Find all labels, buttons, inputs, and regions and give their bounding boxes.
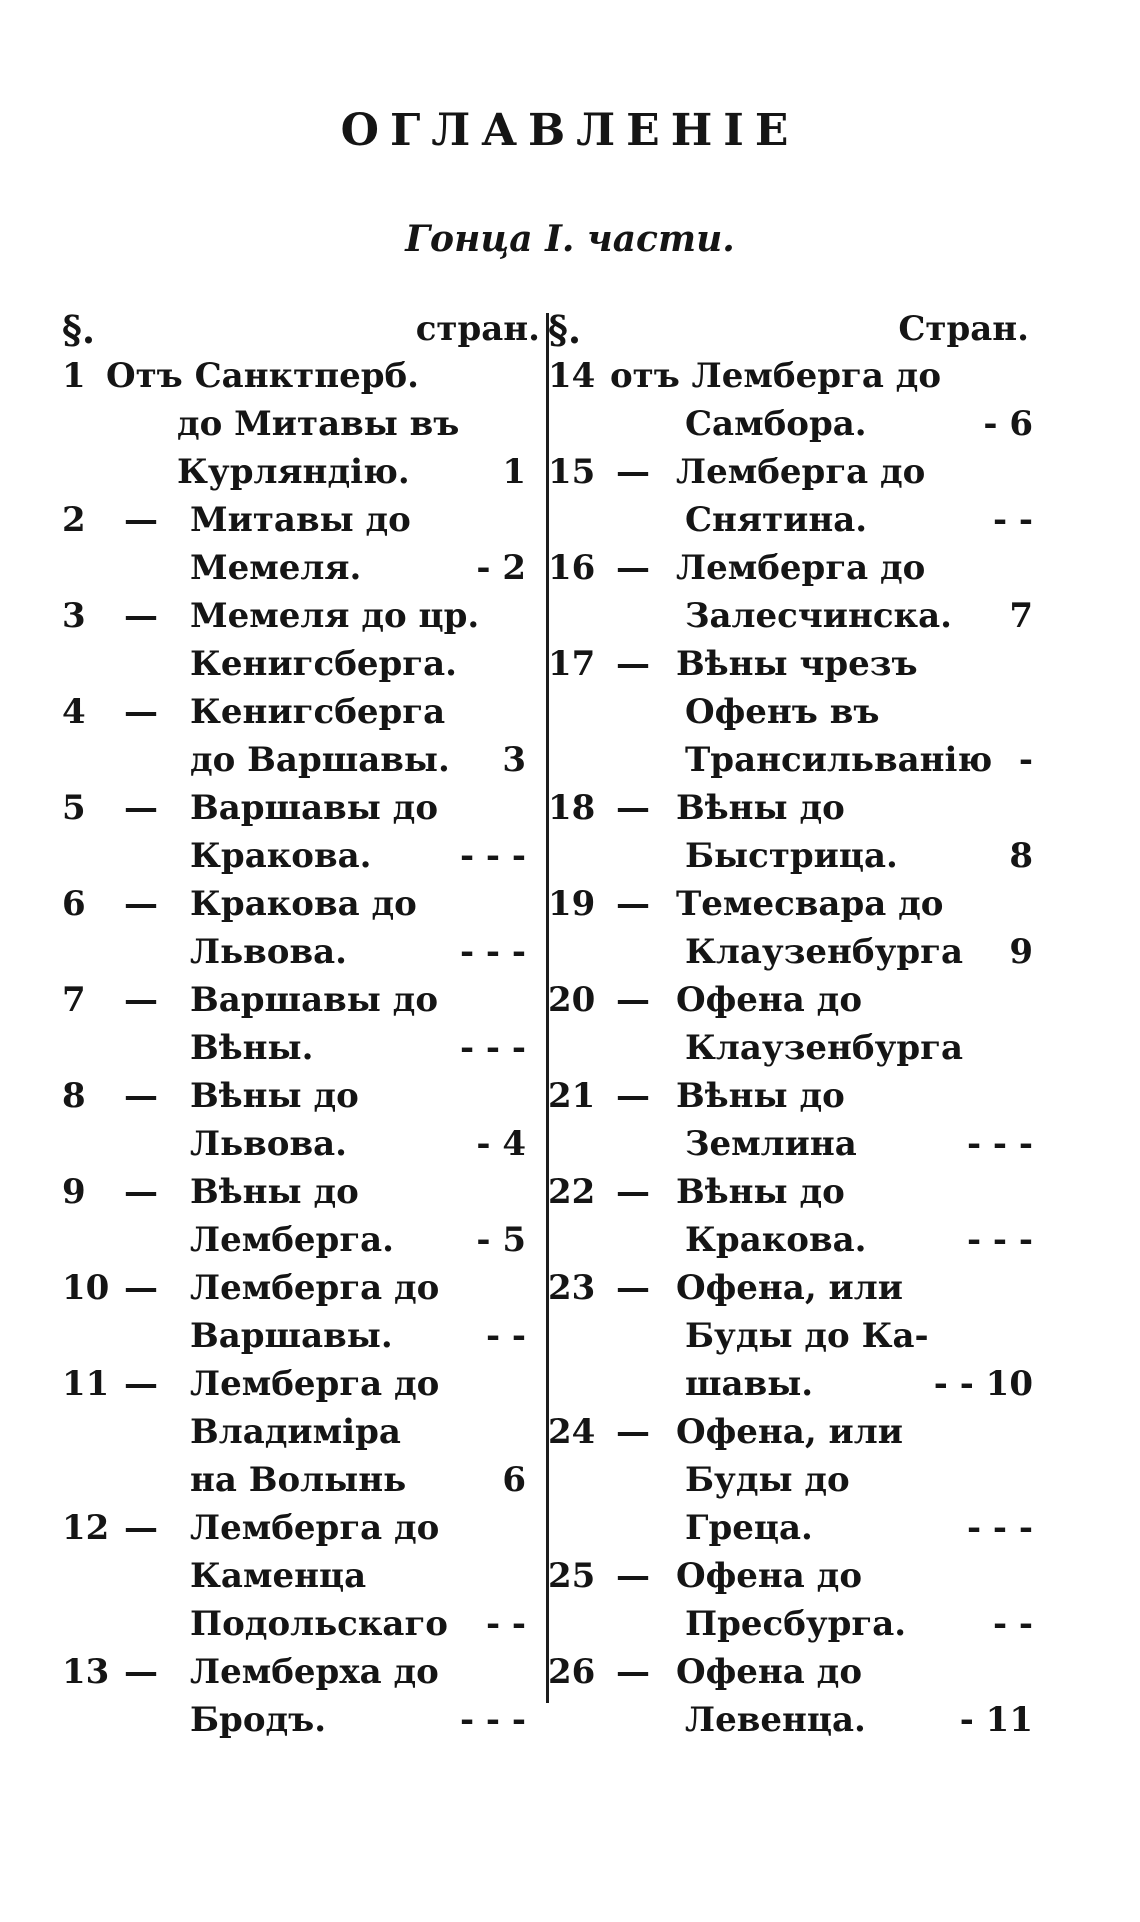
toc-entry: [548, 1408, 1033, 1552]
ditto-dash: —: [616, 644, 650, 684]
page-number: - 2: [476, 548, 526, 588]
toc-entry-line: [548, 1648, 1033, 1696]
ditto-dash: —: [616, 1172, 650, 1212]
page-number: 6: [502, 1460, 526, 1500]
route-text: Снятина.: [685, 500, 868, 540]
route-text: Кракова.: [190, 836, 372, 876]
section-number: 24: [548, 1412, 596, 1452]
route-text: Каменца: [190, 1556, 367, 1596]
toc-entry-line: [62, 1312, 540, 1360]
section-number: 25: [548, 1556, 596, 1596]
page-number: 9: [1009, 932, 1033, 972]
ditto-dash: —: [616, 1556, 650, 1596]
toc-entry: [548, 352, 1033, 448]
column-header: [548, 305, 1033, 352]
route-text: Трансильванію: [685, 740, 993, 780]
page-number: - - -: [459, 1700, 526, 1740]
section-number: 6: [62, 884, 86, 924]
ditto-dash: —: [124, 1652, 158, 1692]
page-number: - - -: [459, 836, 526, 876]
section-number: 5: [62, 788, 86, 828]
section-number: 4: [62, 692, 86, 732]
route-text: Быстрица.: [685, 836, 898, 876]
toc-entry: [548, 640, 1033, 784]
toc-entry-line: [62, 976, 540, 1024]
ditto-dash: —: [616, 884, 650, 924]
toc-entry-line: [548, 1264, 1033, 1312]
toc-entry: [548, 1552, 1033, 1648]
ditto-dash: —: [616, 548, 650, 588]
route-text: Офенъ въ: [685, 692, 880, 732]
page-number: -: [1018, 740, 1033, 780]
route-text: Подольскаго: [190, 1604, 448, 1644]
ditto-dash: —: [124, 692, 158, 732]
toc-entry-line: [62, 1216, 540, 1264]
toc-entry: [62, 784, 540, 880]
route-text: Офена до: [676, 980, 863, 1020]
page-number: 1: [502, 452, 526, 492]
route-text: Варшавы.: [190, 1316, 393, 1356]
section-number: 8: [62, 1076, 86, 1116]
toc-entry-line: [548, 1456, 1033, 1504]
page-number: - - -: [966, 1508, 1033, 1548]
section-number: 7: [62, 980, 86, 1020]
toc-entry-line: [548, 928, 1033, 976]
section-number: 26: [548, 1652, 596, 1692]
section-number: 10: [62, 1268, 110, 1308]
route-text: Самбора.: [685, 404, 867, 444]
toc-entry-line: [548, 1504, 1033, 1552]
ditto-dash: —: [124, 1172, 158, 1212]
route-text: Лемберга до: [190, 1268, 440, 1308]
ditto-dash: —: [616, 788, 650, 828]
toc-entry-line: [548, 1168, 1033, 1216]
route-text: Вѣны до: [676, 788, 845, 828]
ditto-dash: —: [124, 980, 158, 1020]
route-text: Вѣны до: [190, 1076, 359, 1116]
toc-entry-line: [62, 1504, 540, 1552]
toc-entry-line: [548, 1408, 1033, 1456]
route-text: Львова.: [190, 1124, 347, 1164]
toc-entry-line: [62, 496, 540, 544]
route-text: Клаузенбурга: [685, 932, 963, 972]
section-symbol: §.: [548, 307, 582, 352]
toc-column-right: [548, 305, 1033, 1744]
toc-entries-right: [548, 352, 1033, 1744]
page-number: - 4: [476, 1124, 526, 1164]
toc-entry-line: [548, 496, 1033, 544]
ditto-dash: —: [124, 1268, 158, 1308]
toc-entry: [548, 976, 1033, 1072]
toc-entry-line: [548, 688, 1033, 736]
section-number: 22: [548, 1172, 596, 1212]
section-number: 3: [62, 596, 86, 636]
ditto-dash: —: [616, 980, 650, 1020]
route-text: Бродъ.: [190, 1700, 327, 1740]
toc-entry-line: [548, 1024, 1033, 1072]
route-text: Темесвара до: [676, 884, 944, 924]
toc-entry: [548, 1648, 1033, 1744]
ditto-dash: —: [124, 1508, 158, 1548]
toc-entry: [62, 688, 540, 784]
route-text: Владиміра: [190, 1412, 401, 1452]
toc-entry: [62, 592, 540, 688]
toc-entry: [548, 448, 1033, 544]
toc-entry-line: [62, 1408, 540, 1456]
route-text: Лемберха до: [190, 1652, 439, 1692]
toc-entries-left: [62, 352, 540, 1744]
toc-entry-line: [62, 1024, 540, 1072]
ditto-dash: —: [124, 884, 158, 924]
section-number: 14: [548, 356, 596, 396]
toc-entry-line: [62, 400, 540, 448]
route-text: отъ Лемберга до: [610, 356, 942, 396]
toc-entry-line: [548, 1696, 1033, 1744]
route-text: Греца.: [685, 1508, 813, 1548]
ditto-dash: —: [616, 452, 650, 492]
section-number: 16: [548, 548, 596, 588]
section-number: 18: [548, 788, 596, 828]
route-text: Вѣны.: [190, 1028, 314, 1068]
route-text: Буды до Ка-: [685, 1316, 929, 1356]
toc-entry-line: [548, 1072, 1033, 1120]
toc-entry-line: [62, 640, 540, 688]
route-text: Кракова.: [685, 1220, 867, 1260]
route-text: шавы.: [685, 1364, 814, 1404]
route-text: Львова.: [190, 932, 347, 972]
route-text: Кракова до: [190, 884, 417, 924]
toc-entry-line: [62, 832, 540, 880]
toc-entry-line: [548, 544, 1033, 592]
route-text: до Варшавы.: [190, 740, 450, 780]
toc-entry-line: [548, 784, 1033, 832]
toc-entry: [62, 1264, 540, 1360]
toc-entry-line: [62, 592, 540, 640]
section-number: 12: [62, 1508, 110, 1548]
toc-entry-line: [62, 1264, 540, 1312]
page-number: - - -: [966, 1220, 1033, 1260]
route-text: Левенца.: [685, 1700, 866, 1740]
ditto-dash: —: [124, 596, 158, 636]
toc-entry-line: [548, 1120, 1033, 1168]
route-text: Офена до: [676, 1652, 863, 1692]
toc-entry: [548, 1264, 1033, 1408]
route-text: Лемберга до: [676, 548, 926, 588]
route-text: Курляндію.: [177, 452, 410, 492]
page-number: - 6: [983, 404, 1033, 444]
toc-entry-line: [62, 544, 540, 592]
page-number: 3: [502, 740, 526, 780]
page-number: - -: [992, 500, 1033, 540]
ditto-dash: —: [616, 1412, 650, 1452]
toc-entry-line: [548, 1312, 1033, 1360]
toc-entry-line: [548, 736, 1033, 784]
page-title: ОГЛАВЛЕНІЕ: [340, 105, 800, 156]
ditto-dash: —: [124, 500, 158, 540]
toc-entry-line: [62, 1648, 540, 1696]
ditto-dash: —: [124, 788, 158, 828]
page-subtitle: Гонца I. части.: [405, 218, 735, 260]
toc-entry-line: [62, 1696, 540, 1744]
section-number: 21: [548, 1076, 596, 1116]
toc-entry-line: [62, 352, 540, 400]
toc-entry-line: [548, 1216, 1033, 1264]
toc-entry: [62, 1504, 540, 1648]
toc-entry-line: [62, 448, 540, 496]
section-symbol: §.: [62, 307, 96, 352]
toc-entry-line: [62, 784, 540, 832]
toc-entry-line: [62, 1360, 540, 1408]
toc-entry: [62, 1360, 540, 1504]
route-text: на Волынь: [190, 1460, 407, 1500]
toc-entry: [62, 1072, 540, 1168]
ditto-dash: —: [124, 1076, 158, 1116]
route-text: Клаузенбурга: [685, 1028, 963, 1068]
section-number: 11: [62, 1364, 110, 1404]
section-number: 1: [62, 356, 86, 396]
section-number: 19: [548, 884, 596, 924]
toc-entry-line: [62, 1168, 540, 1216]
route-text: Лемберга.: [190, 1220, 395, 1260]
page-number: - -: [485, 1316, 526, 1356]
route-text: Кенигсберга.: [190, 644, 457, 684]
route-text: Офена, или: [676, 1268, 903, 1308]
route-text: Варшавы до: [190, 980, 438, 1020]
toc-entry-line: [62, 880, 540, 928]
section-number: 20: [548, 980, 596, 1020]
toc-entry-line: [62, 1600, 540, 1648]
route-text: Митавы до: [190, 500, 411, 540]
route-text: Офена, или: [676, 1412, 903, 1452]
toc-entry: [548, 544, 1033, 640]
route-text: Вѣны до: [676, 1172, 845, 1212]
page-number: - - -: [966, 1124, 1033, 1164]
toc-entry-line: [62, 1552, 540, 1600]
route-text: Отъ Санктперб.: [106, 356, 420, 396]
route-text: Офена до: [676, 1556, 863, 1596]
toc-entry-line: [62, 1456, 540, 1504]
page-number: - - -: [459, 932, 526, 972]
route-text: Вѣны до: [676, 1076, 845, 1116]
route-text: Кенигсберга: [190, 692, 446, 732]
toc-entry: [62, 976, 540, 1072]
page-number: - 11: [959, 1700, 1033, 1740]
page-number: 7: [1009, 596, 1033, 636]
route-text: Буды до: [685, 1460, 850, 1500]
toc-entry-line: [548, 976, 1033, 1024]
route-text: Пресбурга.: [685, 1604, 907, 1644]
section-number: 15: [548, 452, 596, 492]
toc-entry: [548, 880, 1033, 976]
toc-entry-line: [548, 1600, 1033, 1648]
ditto-dash: —: [124, 1364, 158, 1404]
route-text: Вѣны до: [190, 1172, 359, 1212]
ditto-dash: —: [616, 1076, 650, 1116]
toc-entry: [548, 1072, 1033, 1168]
route-text: Варшавы до: [190, 788, 438, 828]
toc-entry-line: [548, 352, 1033, 400]
page-number: - - 10: [933, 1364, 1033, 1404]
route-text: Мемеля.: [190, 548, 362, 588]
route-text: Лемберга до: [190, 1508, 440, 1548]
toc-entry: [548, 1168, 1033, 1264]
toc-entry-line: [62, 1072, 540, 1120]
toc-entry: [62, 1168, 540, 1264]
toc-entry-line: [548, 1552, 1033, 1600]
section-number: 2: [62, 500, 86, 540]
page-number: - -: [992, 1604, 1033, 1644]
toc-entry-line: [548, 592, 1033, 640]
toc-entry: [62, 1648, 540, 1744]
section-number: 9: [62, 1172, 86, 1212]
toc-entry: [62, 880, 540, 976]
route-text: Мемеля до цр.: [190, 596, 480, 636]
route-text: до Митавы въ: [177, 404, 460, 444]
section-number: 17: [548, 644, 596, 684]
toc-entry-line: [548, 1360, 1033, 1408]
page-column-header: Стран.: [898, 309, 1029, 349]
toc-entry-line: [548, 832, 1033, 880]
toc-entry-line: [548, 640, 1033, 688]
route-text: Землина: [685, 1124, 857, 1164]
ditto-dash: —: [616, 1268, 650, 1308]
route-text: Вѣны чрезъ: [676, 644, 918, 684]
page-number: 8: [1009, 836, 1033, 876]
page-number: - -: [485, 1604, 526, 1644]
route-text: Залесчинска.: [685, 596, 952, 636]
toc-entry-line: [62, 1120, 540, 1168]
column-header: [62, 305, 540, 352]
toc-entry: [548, 784, 1033, 880]
section-number: 23: [548, 1268, 596, 1308]
toc-column-left: [62, 305, 540, 1744]
toc-entry-line: [62, 928, 540, 976]
route-text: Лемберга до: [676, 452, 926, 492]
toc-entry: [62, 496, 540, 592]
page-number: - 5: [476, 1220, 526, 1260]
toc-entry-line: [548, 880, 1033, 928]
page-column-header: стран.: [415, 309, 540, 349]
page-number: - - -: [459, 1028, 526, 1068]
route-text: Лемберга до: [190, 1364, 440, 1404]
section-number: 13: [62, 1652, 110, 1692]
toc-entry-line: [548, 448, 1033, 496]
ditto-dash: —: [616, 1652, 650, 1692]
toc-entry-line: [548, 400, 1033, 448]
toc-entry-line: [62, 688, 540, 736]
toc-entry: [62, 352, 540, 496]
toc-entry-line: [62, 736, 540, 784]
